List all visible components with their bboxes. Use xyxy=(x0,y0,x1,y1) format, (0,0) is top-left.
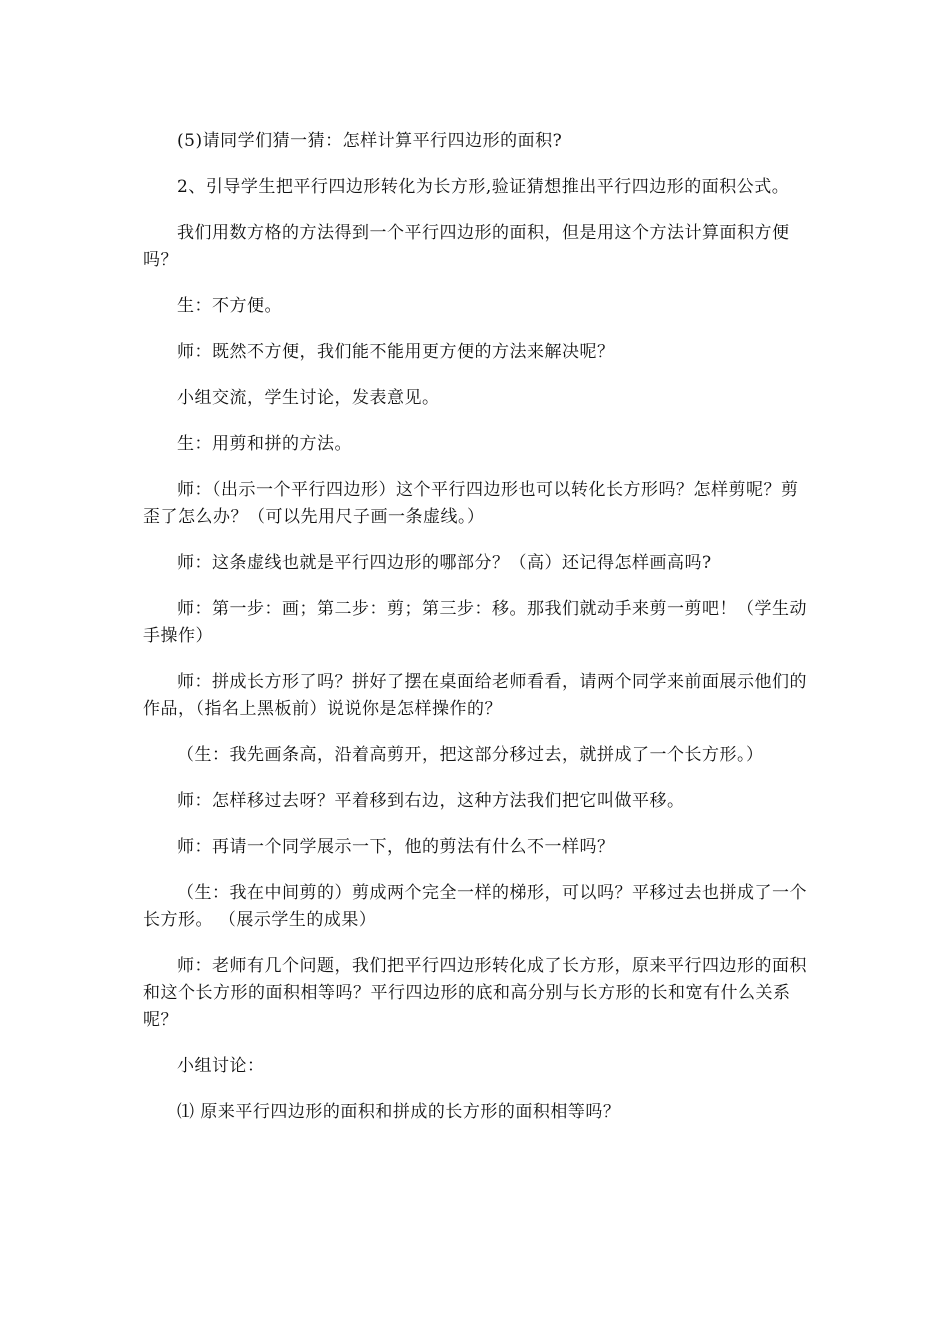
paragraph-three-steps: 师：第一步：画；第二步：剪；第三步：移。那我们就动手来剪一剪吧！（学生动手操作） xyxy=(143,599,807,646)
paragraph-step-2: 2、引导学生把平行四边形转化为长方形,验证猜想推出平行四边形的面积公式。 xyxy=(177,177,790,197)
paragraph-cut-and-paste: 生：用剪和拼的方法。 xyxy=(177,434,352,454)
paragraph-guess-area: (5)请同学们猜一猜：怎样计算平行四边形的面积? xyxy=(177,131,563,151)
paragraph-group-discuss-heading: 小组讨论： xyxy=(177,1056,265,1076)
paragraph-student-explain: （生：我先画条高，沿着高剪开，把这部分移过去，就拼成了一个长方形。） xyxy=(177,745,764,765)
paragraph-trapezoid: （生：我在中间剪的）剪成两个完全一样的梯形，可以吗？平移过去也拼成了一个长方形。 （展示学生的成果） xyxy=(143,883,807,930)
paragraph-grid-method: 我们用数方格的方法得到一个平行四边形的面积，但是用这个方法计算面积方便吗？ xyxy=(143,223,790,270)
paragraph-question-1: ⑴ 原来平行四边形的面积和拼成的长方形的面积相等吗？ xyxy=(177,1102,621,1122)
paragraph-translation: 师：怎样移过去呀？平着移到右边，这种方法我们把它叫做平移。 xyxy=(177,791,685,811)
paragraph-teacher-questions: 师：老师有几个问题，我们把平行四边形转化成了长方形，原来平行四边形的面积和这个长方形的面积相等吗？平行四边形的底和高分别与长方形的长和宽有什么关系呢？ xyxy=(143,956,807,1030)
paragraph-show-work: 师：拼成长方形了吗？拼好了摆在桌面给老师看看，请两个同学来前面展示他们的作品，（指名上黑板前）说说你是怎样操作的？ xyxy=(143,672,807,719)
paragraph-another-student: 师：再请一个同学展示一下，他的剪法有什么不一样吗？ xyxy=(177,837,615,857)
paragraph-teacher-question: 师：既然不方便，我们能不能用更方便的方法来解决呢？ xyxy=(177,342,615,362)
paragraph-dashed-line: 师：这条虚线也就是平行四边形的哪部分？（高）还记得怎样画高吗? xyxy=(177,553,712,573)
paragraph-student-reply: 生：不方便。 xyxy=(177,296,282,316)
paragraph-group-discussion: 小组交流，学生讨论，发表意见。 xyxy=(177,388,440,408)
paragraph-show-parallelogram: 师：（出示一个平行四边形）这个平行四边形也可以转化长方形吗？怎样剪呢？剪歪了怎么办？（可以先用尺子画一条虚线。） xyxy=(143,480,799,527)
document-page xyxy=(143,128,808,1145)
